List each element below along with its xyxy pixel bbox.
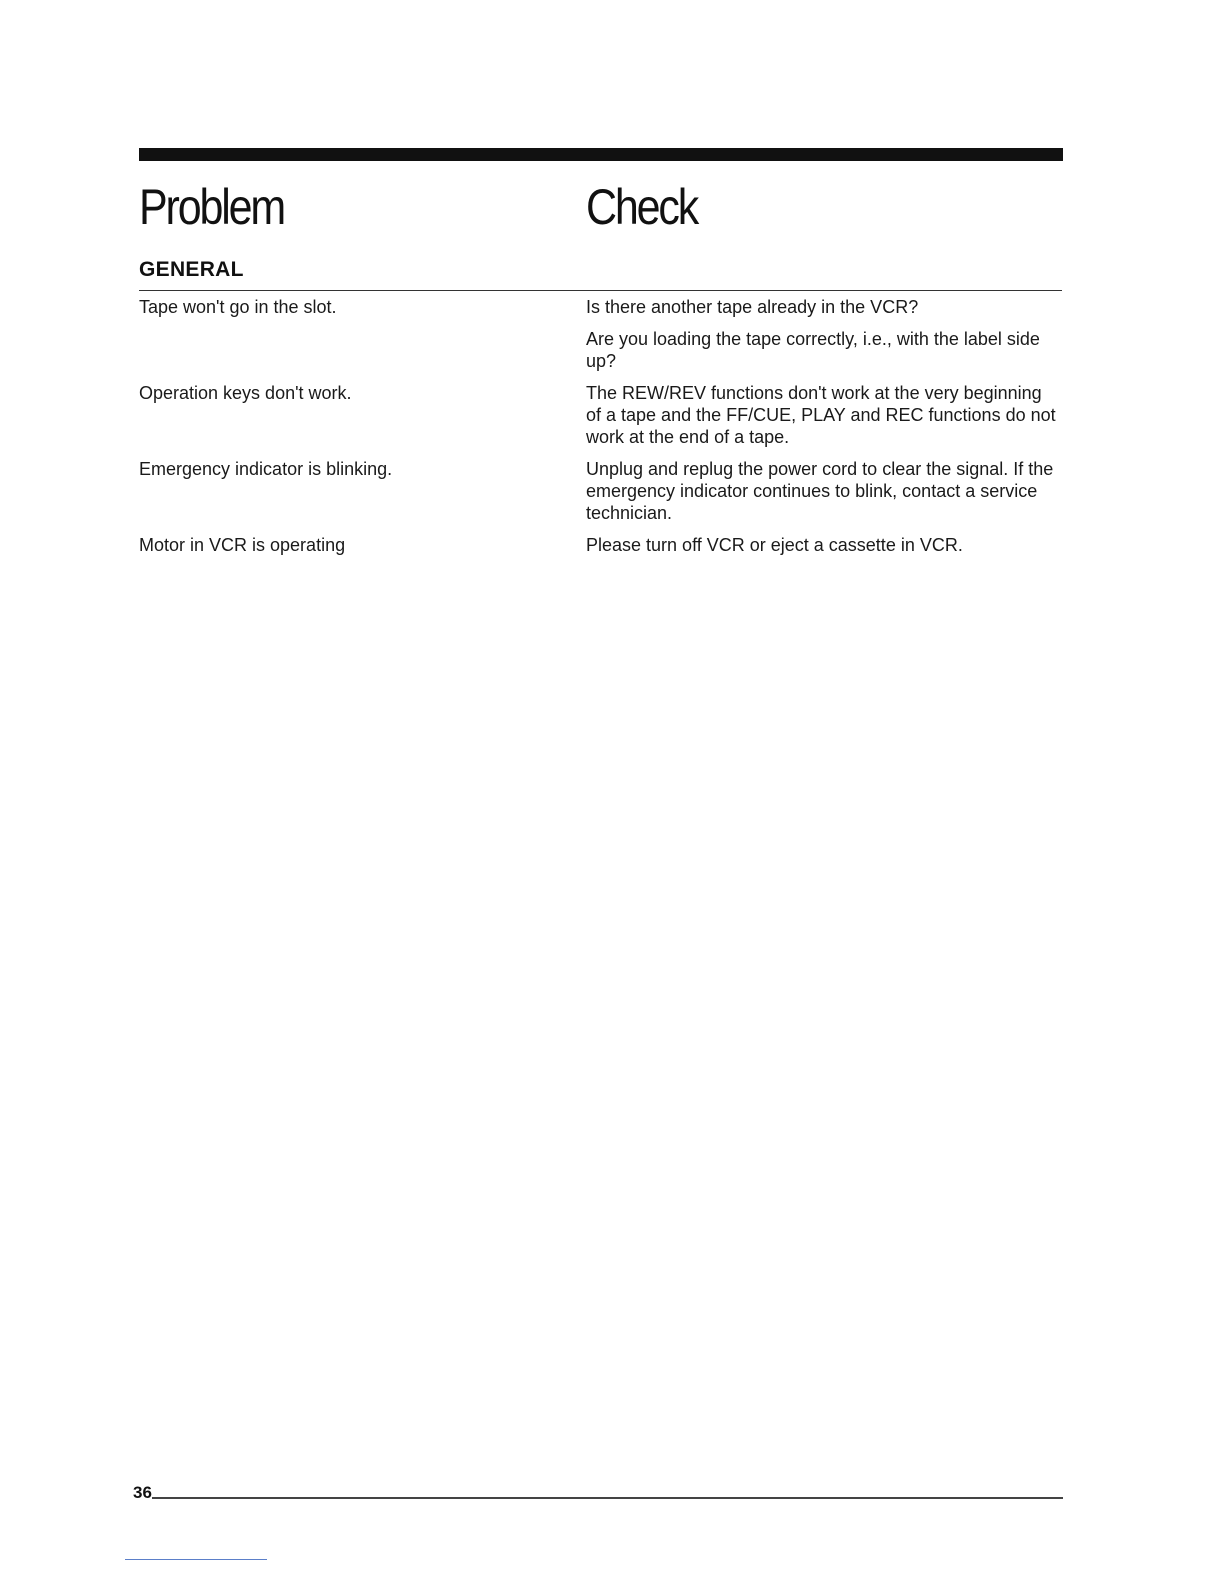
table-row <box>139 534 1062 556</box>
check-text: The REW/REV functions don't work at the very beginning of a tape and the FF/CUE, PLAY and REC functions do not work at the end of a tape. <box>586 383 1056 447</box>
top-rule <box>139 148 1063 161</box>
check-heading: Check <box>586 179 698 235</box>
check-text: Unplug and replug the power cord to clear the signal. If the emergency indicator continues to blink, contact a service technician. <box>586 459 1054 523</box>
check-cell <box>586 534 1056 556</box>
section-rule <box>139 290 1062 291</box>
section-title-general: GENERAL <box>139 258 244 281</box>
table-row <box>139 458 1062 524</box>
footer-rule <box>152 1497 1063 1499</box>
check-cell <box>586 382 1056 448</box>
check-text: Please turn off VCR or eject a cassette in VCR. <box>586 535 963 555</box>
problem-heading: Problem <box>139 179 285 235</box>
problem-text: Motor in VCR is operating <box>139 535 346 555</box>
problem-text: Emergency indicator is blinking. <box>139 459 393 479</box>
troubleshooting-table <box>139 296 1062 566</box>
check-cell <box>586 296 1056 372</box>
check-text: Is there another tape already in the VCR? <box>586 297 919 317</box>
table-row <box>139 296 1062 372</box>
table-row <box>139 382 1062 448</box>
bottom-mark-line <box>125 1559 267 1560</box>
problem-text: Tape won't go in the slot. <box>139 297 337 317</box>
check-cell <box>586 458 1056 524</box>
check-text: Are you loading the tape correctly, i.e., with the label side up? <box>586 329 1040 371</box>
problem-text: Operation keys don't work. <box>139 383 352 403</box>
page-number: 36 <box>133 1483 152 1502</box>
